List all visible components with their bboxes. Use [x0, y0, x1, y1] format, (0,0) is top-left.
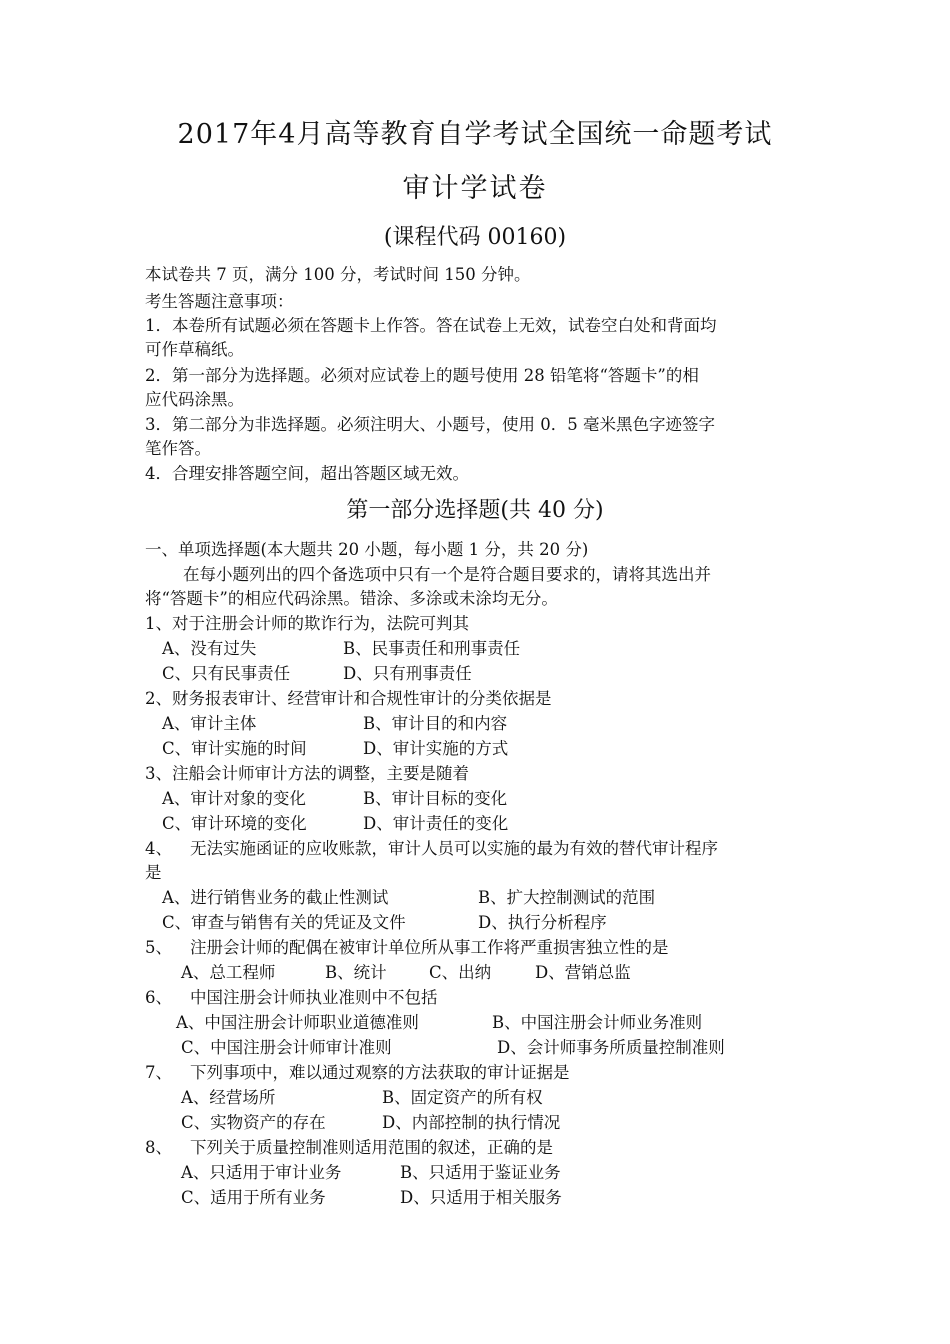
- section-heading: 一、单项选择题(本大题共 20 小题，每小题 1 分，共 20 分): [145, 540, 589, 559]
- question-stem: 中国注册会计师执业准则中不包括: [190, 988, 438, 1007]
- option: A、经营场所: [181, 1088, 276, 1107]
- option: C、审查与销售有关的凭证及文件: [162, 913, 406, 932]
- question-stem: 下列关于质量控制准则适用范围的叙述，正确的是: [190, 1138, 553, 1157]
- option: A、总工程师: [181, 963, 276, 982]
- option: C、审计环境的变化: [162, 814, 307, 833]
- option: B、固定资产的所有权: [382, 1088, 543, 1107]
- option: C、只有民事责任: [162, 664, 291, 683]
- option: D、内部控制的执行情况: [382, 1113, 561, 1132]
- note-line: 3．第二部分为非选择题。必须注明大、小题号，使用 0．5 毫米黑色字迹签字: [145, 415, 715, 434]
- option: C、实物资产的存在: [181, 1113, 326, 1132]
- note-line: 4．合理安排答题空间，超出答题区域无效。: [145, 464, 469, 483]
- option: D、营销总监: [535, 963, 631, 982]
- option: D、只有刑事责任: [343, 664, 472, 683]
- question-stem: 1、对于注册会计师的欺诈行为，法院可判其: [145, 614, 469, 633]
- question-stem: 下列事项中，难以通过观察的方法获取的审计证据是: [190, 1063, 570, 1082]
- option: D、会计师事务所质量控制准则: [497, 1038, 725, 1057]
- option: C、中国注册会计师审计准则: [181, 1038, 392, 1057]
- question-stem-continued: 是: [145, 863, 162, 882]
- option: B、民事责任和刑事责任: [343, 639, 521, 658]
- option: D、审计实施的方式: [363, 739, 509, 758]
- intro-line: 本试卷共 7 页，满分 100 分，考试时间 150 分钟。: [145, 265, 531, 284]
- question-stem: 注册会计师的配偶在被审计单位所从事工作将严重损害独立性的是: [190, 938, 669, 957]
- exam-title: 2017年4月高等教育自学考试全国统一命题考试: [177, 119, 773, 150]
- option: B、中国注册会计师业务准则: [492, 1013, 703, 1032]
- question-number: 6、: [145, 988, 172, 1007]
- part1-heading: 第一部分选择题(共 40 分): [346, 498, 604, 523]
- option: A、审计主体: [162, 714, 257, 733]
- course-code: (课程代码 00160): [383, 225, 567, 250]
- option: B、扩大控制测试的范围: [478, 888, 656, 907]
- note-line: 笔作答。: [145, 439, 211, 458]
- note-line: 1．本卷所有试题必须在答题卡上作答。答在试卷上无效，试卷空白处和背面均: [145, 316, 717, 335]
- exam-subtitle: 审计学试卷: [402, 173, 548, 204]
- option: B、统计: [325, 963, 387, 982]
- option: B、审计目的和内容: [363, 714, 508, 733]
- instruction-line: 将“答题卡”的相应代码涂黑。错涂、多涂或未涂均无分。: [145, 589, 558, 608]
- note-line: 可作草稿纸。: [145, 340, 244, 359]
- option: C、适用于所有业务: [181, 1188, 326, 1207]
- option: A、中国注册会计师职业道德准则: [176, 1013, 419, 1032]
- option: D、只适用于相关服务: [400, 1188, 562, 1207]
- note-line: 2．第一部分为选择题。必须对应试卷上的题号使用 28 铅笔将“答题卡”的相: [145, 366, 699, 385]
- question-number: 5、: [145, 938, 172, 957]
- option: A、进行销售业务的截止性测试: [162, 888, 389, 907]
- option: A、没有过失: [162, 639, 257, 658]
- option: D、审计责任的变化: [363, 814, 509, 833]
- option: D、执行分析程序: [478, 913, 607, 932]
- question-stem: 3、注船会计师审计方法的调整，主要是随着: [145, 764, 469, 783]
- question-number: 7、: [145, 1063, 172, 1082]
- option: A、审计对象的变化: [162, 789, 306, 808]
- note-line: 应代码涂黑。: [145, 390, 244, 409]
- question-stem: 2、财务报表审计、经营审计和合规性审计的分类依据是: [145, 689, 552, 708]
- option: C、审计实施的时间: [162, 739, 307, 758]
- option: B、只适用于鉴证业务: [400, 1163, 561, 1182]
- intro-line: 考生答题注意事项：: [145, 292, 294, 311]
- instruction-line: 在每小题列出的四个备选项中只有一个是符合题目要求的，请将其选出并: [183, 565, 711, 584]
- question-stem: 无法实施函证的应收账款，审计人员可以实施的最为有效的替代审计程序: [190, 839, 718, 858]
- question-number: 4、: [145, 839, 172, 858]
- option: B、审计目标的变化: [363, 789, 508, 808]
- question-number: 8、: [145, 1138, 172, 1157]
- option: A、只适用于审计业务: [181, 1163, 342, 1182]
- option: C、出纳: [429, 963, 492, 982]
